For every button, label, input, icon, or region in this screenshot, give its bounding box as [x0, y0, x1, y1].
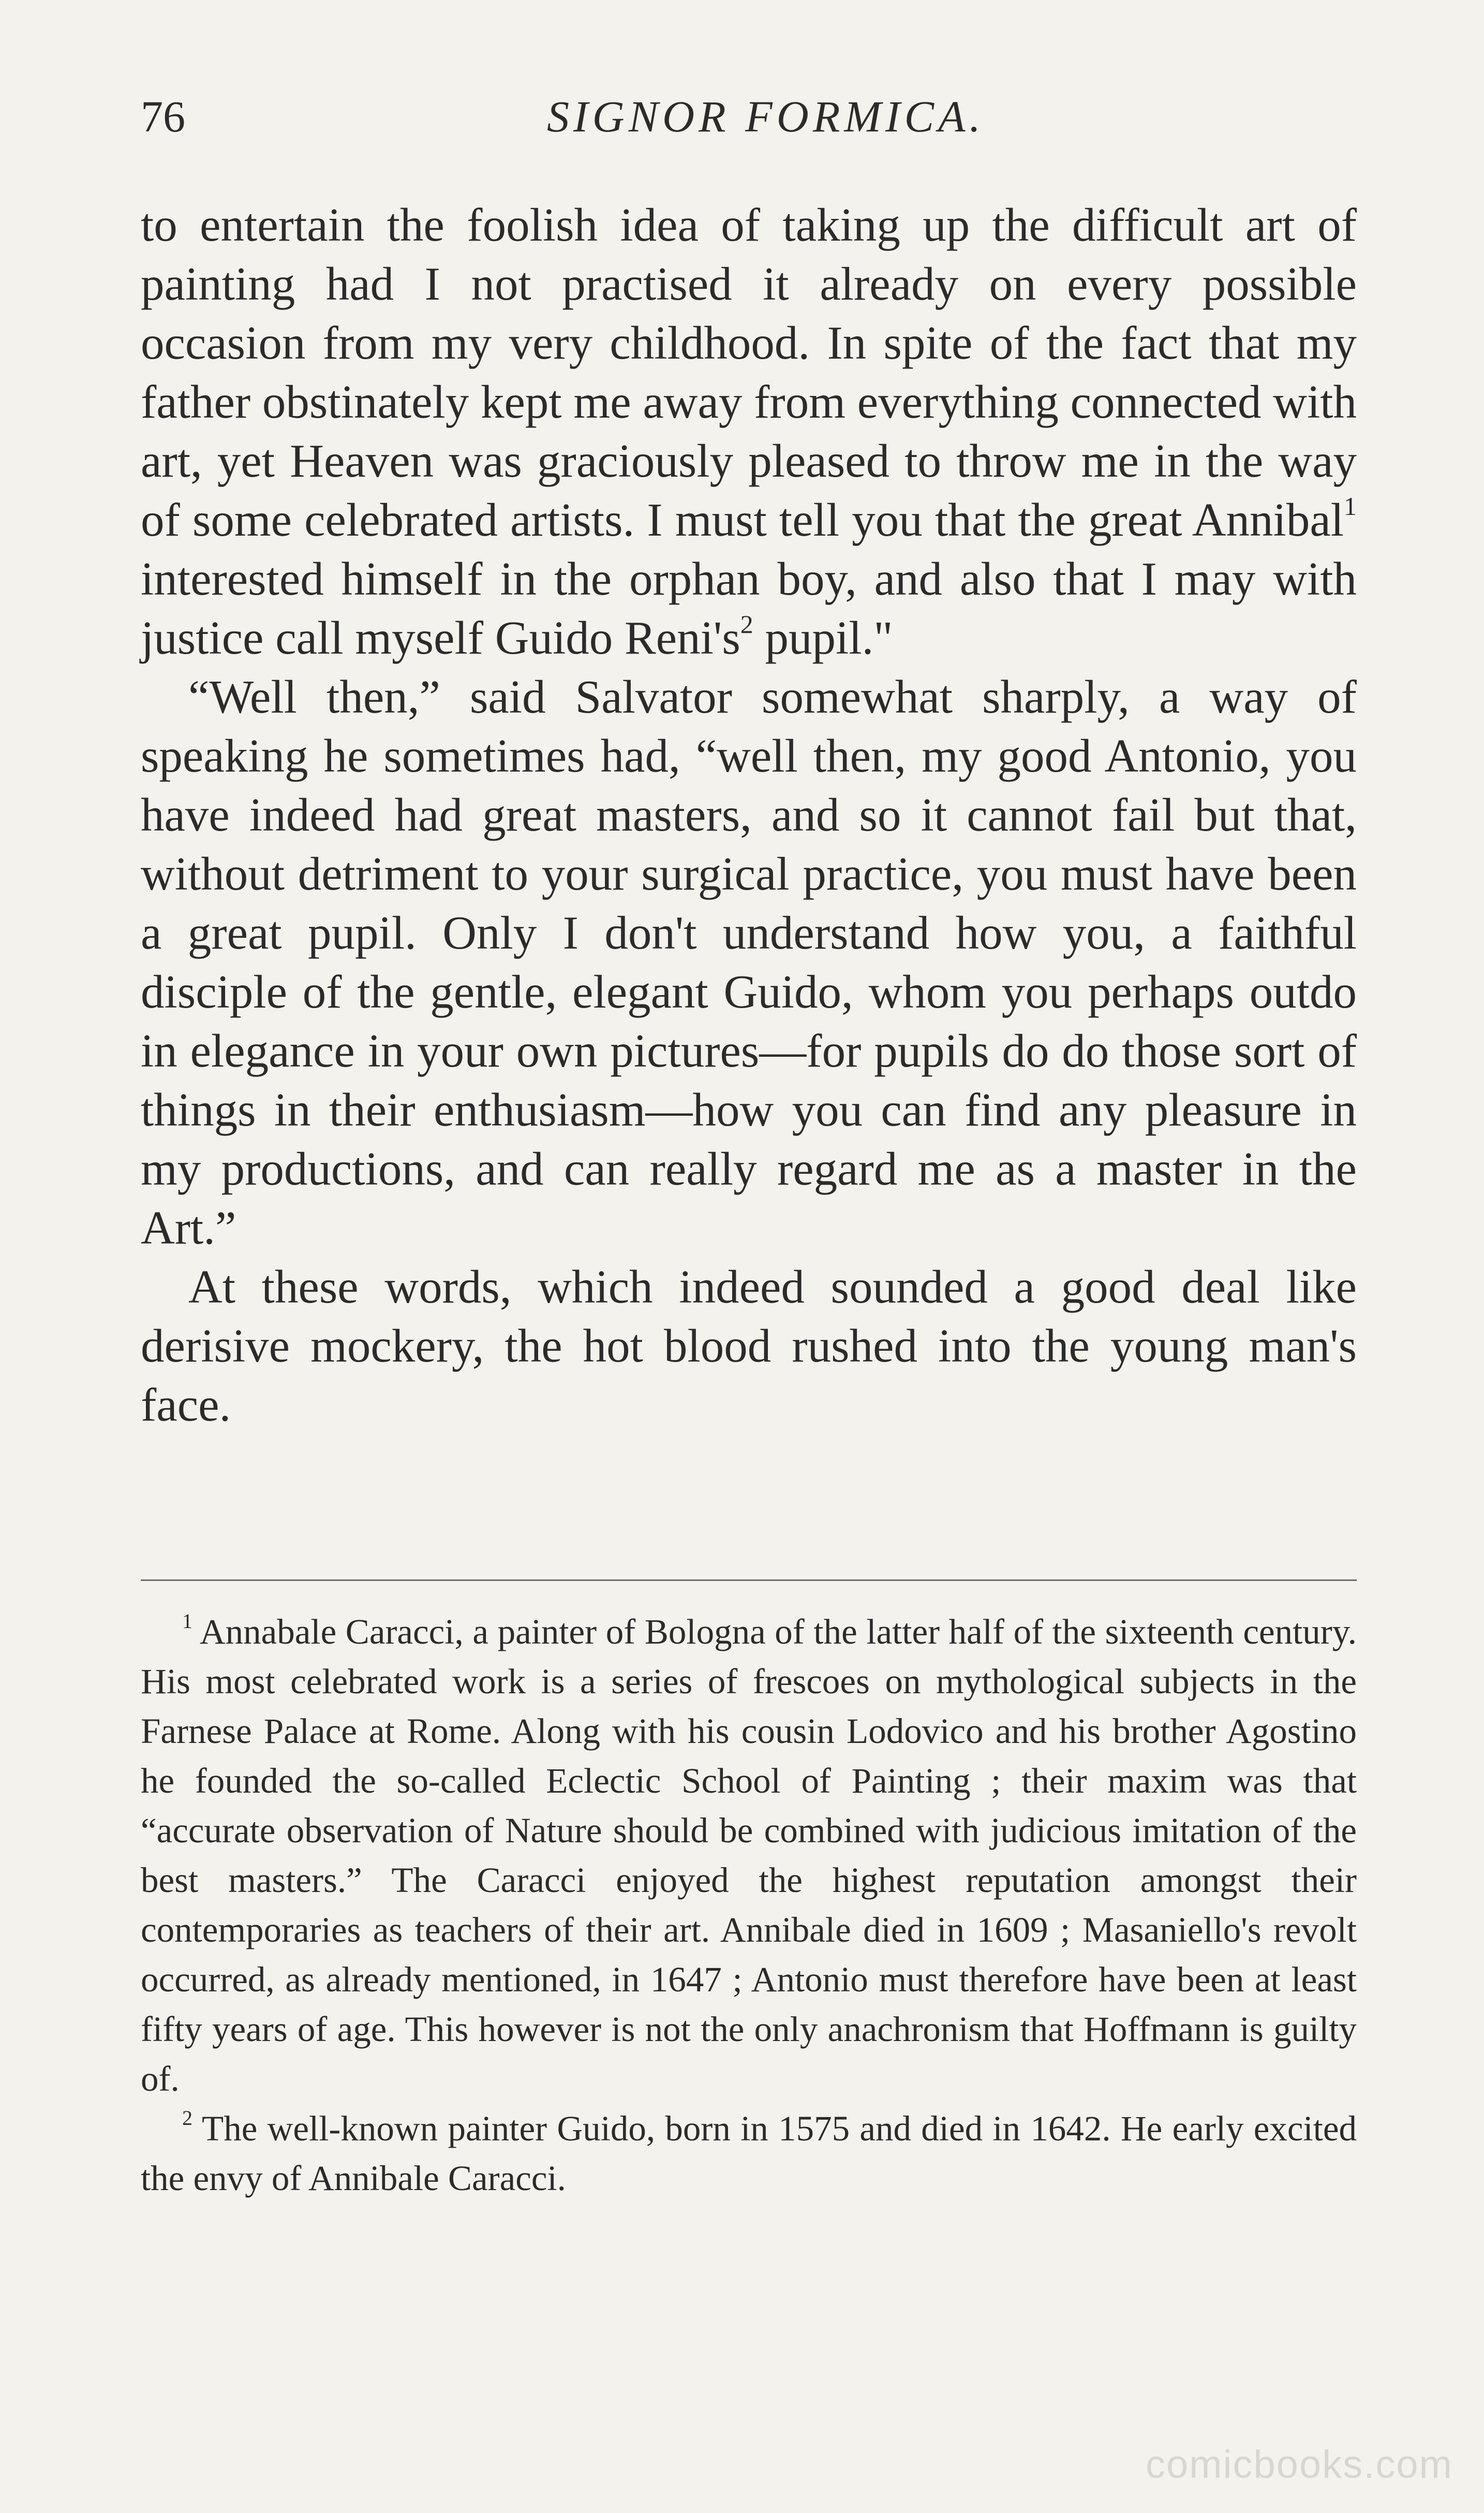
paragraph-1-part-a: to entertain the foolish idea of taking up the difficult art of painting had I not practised it already on every possible occasion from my very childhood. In spite of the fact that my father obstinately kept me away from everything connected with art, yet Heaven was graciously pleased to throw me in the way of some celebrated artists. I must tell you that the great Annibal — [141, 199, 1357, 546]
paragraph-2: “Well then,” said Salvator somewhat sharply, a way of speaking he sometimes had, “well then, my good Antonio, you have indeed had great masters, and so it cannot fail but that, without detriment to your surgical practice, you must have been a great pupil. Only I don't understand how you, a faithful disciple of the gentle, elegant Guido, whom you perhaps outdo in elegance in your own pictures—for pupils do do those sort of things in their enthusiasm—how you can find any pleasure in my productions, and can really regard me as a master in the Art.” — [141, 671, 1357, 1254]
running-title: SIGNOR FORMICA. — [546, 92, 985, 141]
paragraph-1-part-b: interested himself in the orphan boy, and also that I may with justice call myself Guido Reni's — [141, 553, 1357, 664]
watermark: comicbooks.com — [1146, 2443, 1453, 2487]
footnote-1-marker: 1 — [182, 1609, 192, 1633]
footnote-1 — [141, 1607, 1357, 2104]
body-text — [141, 196, 1357, 1435]
footnote-2 — [141, 2104, 1357, 2203]
footnote-2-marker: 2 — [182, 2106, 192, 2130]
footnote-ref-2: 2 — [740, 610, 753, 639]
footnote-ref-1: 1 — [1344, 492, 1357, 521]
footnotes — [141, 1607, 1357, 2203]
footnote-2-text: The well-known painter Guido, born in 1575 and died in 1642. He early excited the envy of Annibale Caracci. — [141, 2109, 1357, 2198]
page-number: 76 — [141, 92, 185, 141]
paragraph-1-part-c: pupil." — [753, 612, 893, 664]
paragraph-1 — [141, 196, 1357, 668]
footnote-divider — [141, 1579, 1357, 1581]
footnote-1-text: Annabale Caracci, a painter of Bologna of the latter half of the sixteenth century. His most celebrated work is a series of frescoes on mythological subjects in the Farnese Palace at Rome. Along with his cousin Lodovico and his brother Agostino he founded the so-called Eclectic School of Painting ; their maxim was that “accurate observation of Nature should be combined with judicious imitation of the best masters.” The Caracci enjoyed the highest reputation amongst their contemporaries as teachers of their art. Annibale died in 1609 ; Masaniello's revolt occurred, as already mentioned, in 1647 ; Antonio must therefore have been at least fifty years of age. This however is not the only anachronism that Hoffmann is guilty of. — [141, 1612, 1357, 2098]
paragraph-3: At these words, which indeed sounded a good deal like derisive mockery, the hot blood rushed into the young man's face. — [141, 1261, 1357, 1431]
